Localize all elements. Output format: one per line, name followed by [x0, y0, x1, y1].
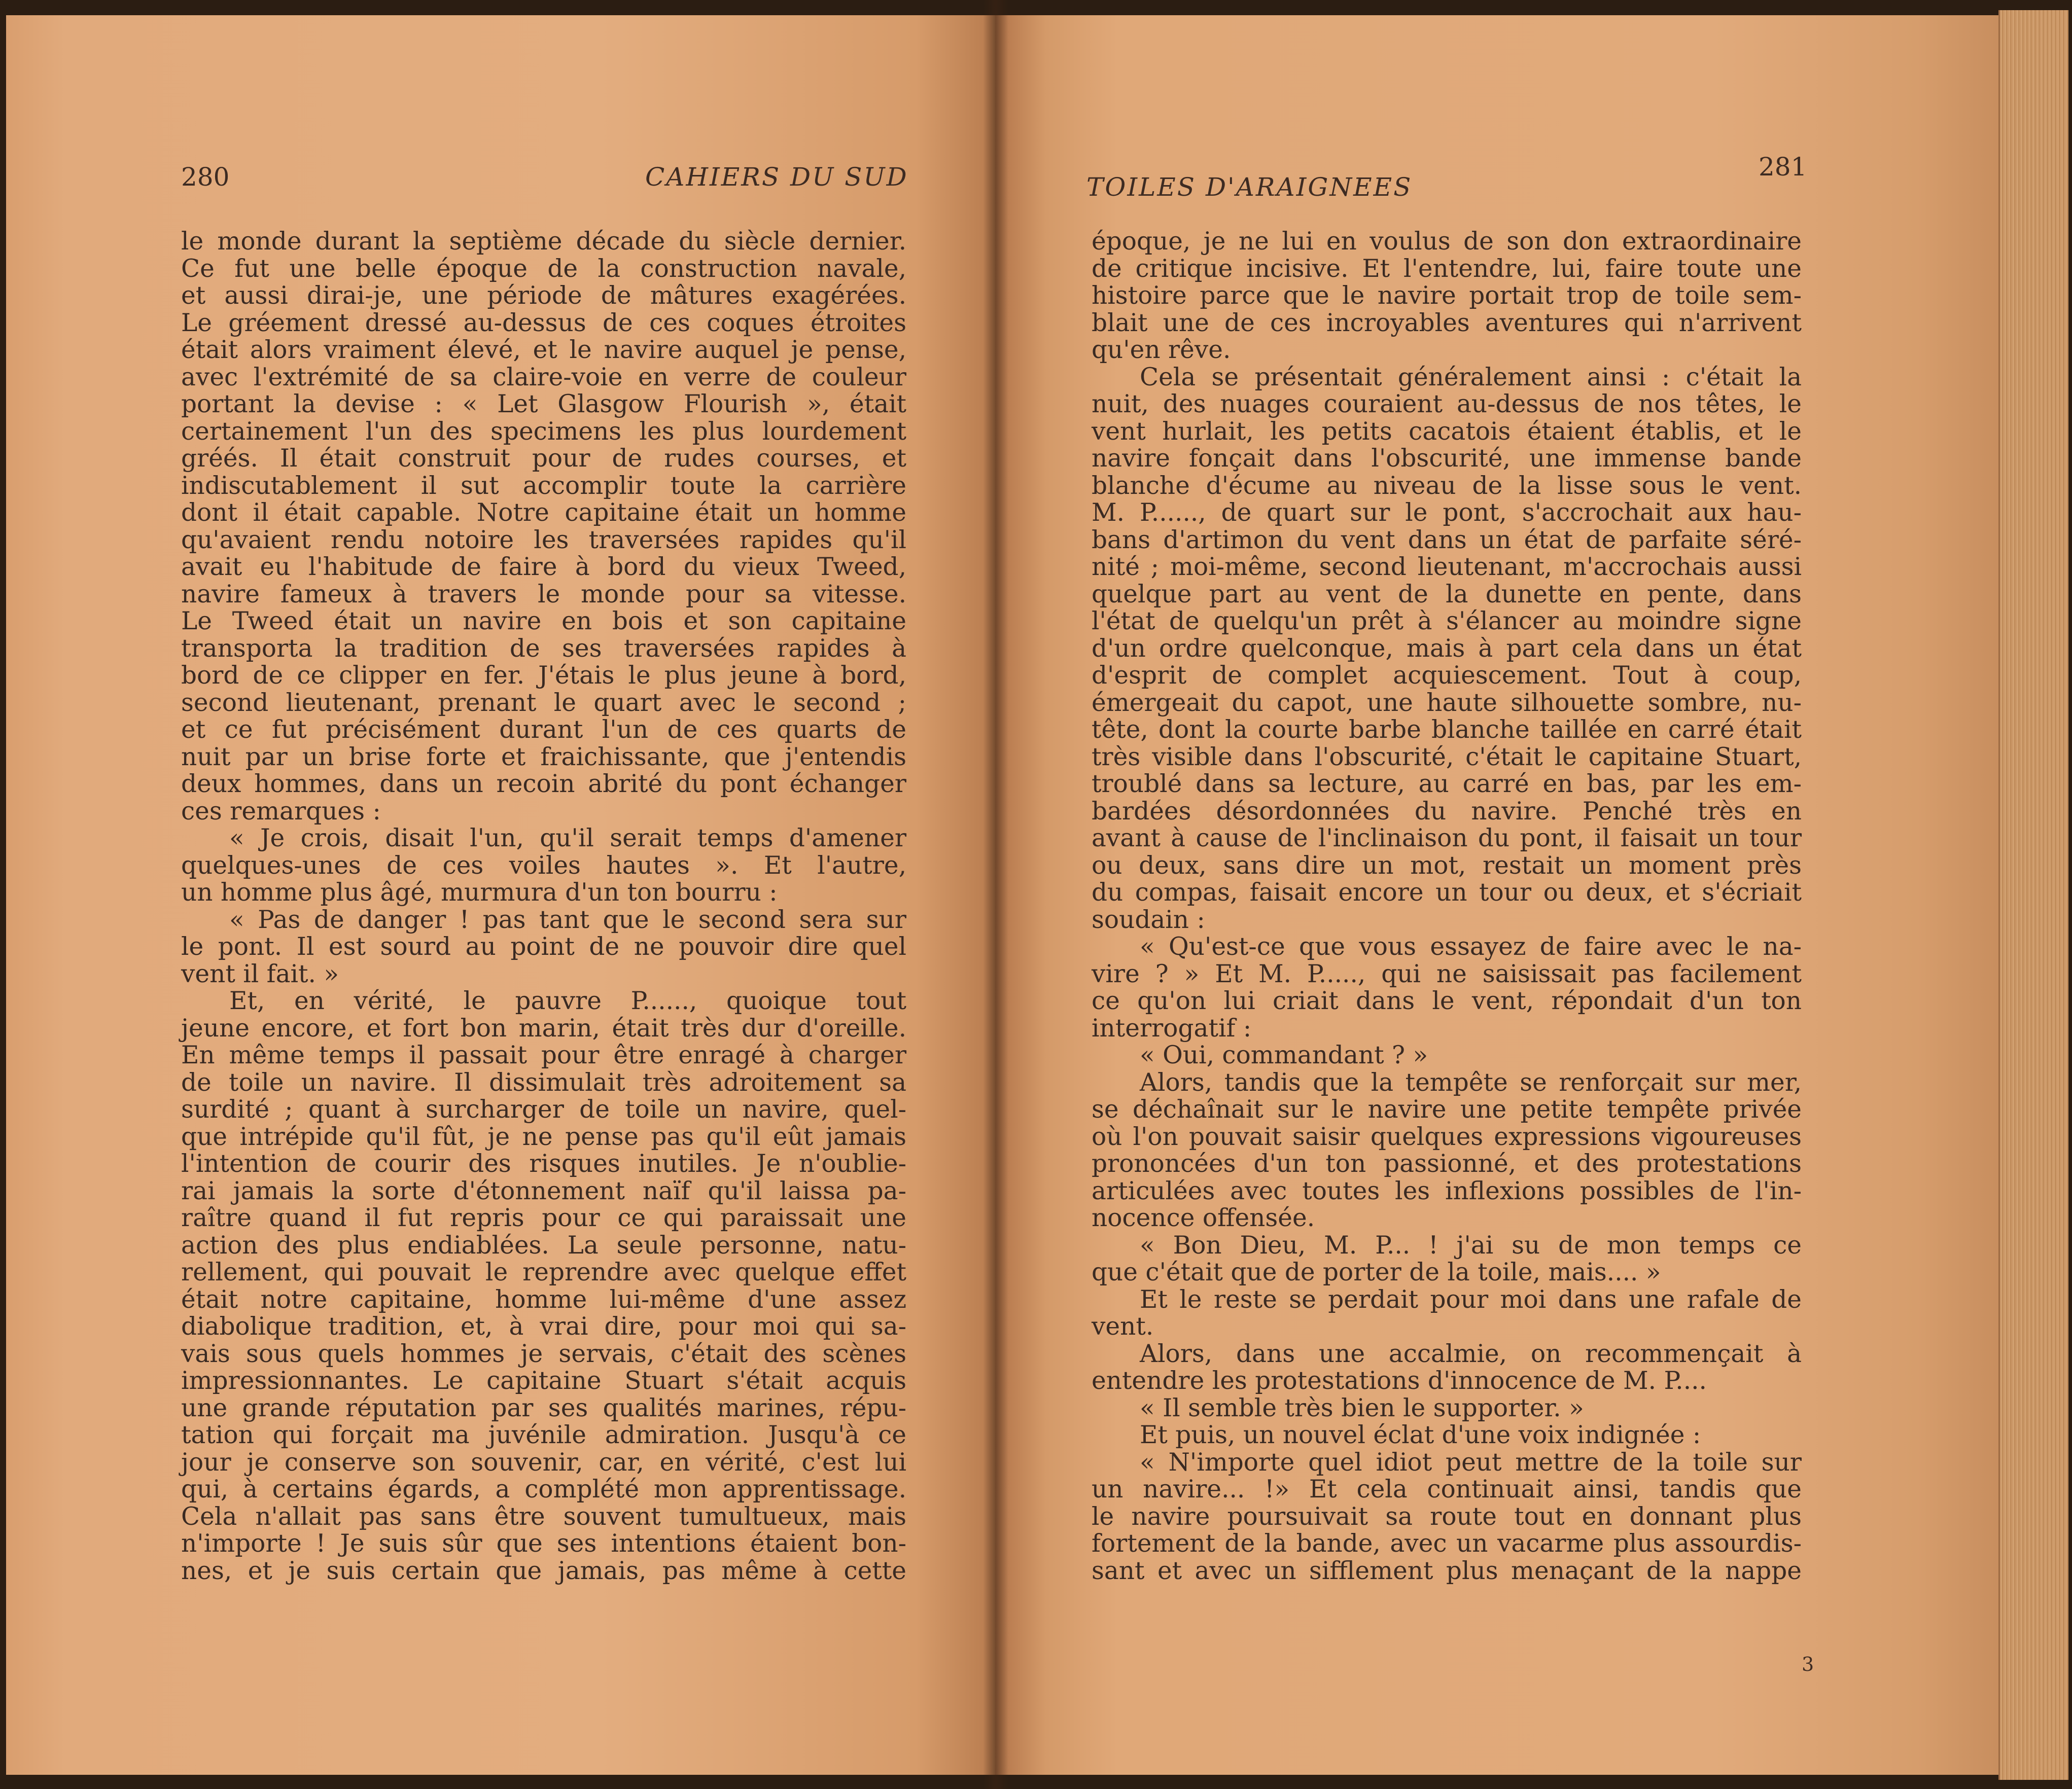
text-line: avec l'extrémité de sa claire-voie en verre de couleur	[181, 363, 906, 391]
text-line: l'intention de courir des risques inutiles. Je n'oublie-	[181, 1150, 906, 1178]
text-line: le monde durant la septième décade du siècle dernier.	[181, 227, 906, 256]
text-line: tête, dont la courte barbe blanche taillée en carré était	[1092, 715, 1802, 744]
text-line: rellement, qui pouvait le reprendre avec quelque effet	[181, 1258, 906, 1286]
right-page	[995, 15, 2020, 1775]
text-line: bans d'artimon du vent dans un état de parfaite séré-	[1092, 525, 1802, 554]
text-line: « Je crois, disait l'un, qu'il serait temps d'amener	[229, 824, 906, 852]
text-line: de toile un navire. Il dissimulait très adroitement sa	[181, 1068, 906, 1097]
text-line: bardées désordonnées du navire. Penché très en	[1092, 797, 1802, 826]
signature-mark: 3	[1802, 1653, 1814, 1675]
running-title: CAHIERS DU SUD	[645, 162, 908, 192]
text-line: articulées avec toutes les inflexions possibles de l'in-	[1092, 1176, 1802, 1205]
text-line: « Qu'est-ce que vous essayez de faire avec le na-	[1140, 933, 1802, 961]
text-line: tation qui forçait ma juvénile admiration. Jusqu'à ce	[181, 1421, 906, 1449]
text-line: que intrépide qu'il fût, je ne pense pas qu'il eût jamais	[181, 1122, 906, 1151]
text-line: époque, je ne lui en voulus de son don extraordinaire	[1092, 227, 1802, 256]
text-line: vent il fait. »	[181, 959, 339, 988]
text-line: Cela n'allait pas sans être souvent tumultueux, mais	[181, 1502, 906, 1531]
text-line: jour je conserve son souvenir, car, en vérité, c'est lui	[181, 1448, 906, 1477]
text-line: était notre capitaine, homme lui-même d'une assez	[181, 1285, 906, 1314]
text-line: portant la devise : « Let Glasgow Flourish », était	[181, 390, 906, 418]
text-line: prononcées d'un ton passionné, et des protestations	[1092, 1150, 1802, 1178]
text-line: était alors vraiment élevé, et le navire auquel je pense,	[181, 336, 906, 364]
book-gutter	[983, 0, 1008, 1789]
text-line: une grande réputation par ses qualités marines, répu-	[181, 1393, 906, 1422]
text-line: vais sous quels hommes je servais, c'était des scènes	[181, 1339, 906, 1368]
text-line: Et puis, un nouvel éclat d'une voix indignée :	[1140, 1421, 1701, 1449]
text-line: deux hommes, dans un recoin abrité du pont échanger	[181, 770, 906, 798]
text-line: histoire parce que le navire portait trop de toile sem-	[1092, 281, 1802, 310]
page-edges	[1998, 10, 2068, 1780]
text-line: quelque part au vent de la dunette en pente, dans	[1092, 580, 1802, 609]
text-line: diabolique tradition, et, à vrai dire, pour moi qui sa-	[181, 1312, 906, 1341]
text-line: avait eu l'habitude de faire à bord du vieux Tweed,	[181, 553, 906, 581]
text-line: Et, en vérité, le pauvre P......, quoique tout	[229, 987, 906, 1015]
text-line: jeune encore, et fort bon marin, était très dur d'oreille.	[181, 1014, 906, 1043]
text-line: Le gréement dressé au-dessus de ces coques étroites	[181, 308, 906, 337]
text-line: En même temps il passait pour être enragé à charger	[181, 1041, 906, 1069]
text-line: n'importe ! Je suis sûr que ses intentions étaient bon-	[181, 1529, 906, 1558]
text-line: du compas, faisait encore un tour ou deux, et s'écriait	[1092, 878, 1802, 907]
text-line: d'esprit de complet acquiescement. Tout à coup,	[1092, 661, 1802, 690]
text-line: nité ; moi-même, second lieutenant, m'accrochais aussi	[1092, 553, 1802, 581]
page-number: 281	[1759, 152, 1807, 182]
text-line: et ce fut précisément durant l'un de ces quarts de	[181, 715, 906, 744]
text-line: vent hurlait, les petits cacatois étaient établis, et le	[1092, 417, 1802, 446]
text-line: l'état de quelqu'un prêt à s'élancer au moindre signe	[1092, 607, 1802, 635]
text-line: navire fameux à travers le monde pour sa vitesse.	[181, 580, 906, 609]
text-line: navire fonçait dans l'obscurité, une immense bande	[1092, 444, 1802, 473]
text-line: Alors, tandis que la tempête se renforçait sur mer,	[1140, 1068, 1802, 1097]
text-line: dont il était capable. Notre capitaine était un homme	[181, 498, 906, 527]
text-line: avant à cause de l'inclinaison du pont, il faisait un tour	[1092, 824, 1802, 852]
text-line: « Bon Dieu, M. P... ! j'ai su de mon temps ce	[1140, 1231, 1802, 1260]
text-line: blait une de ces incroyables aventures qui n'arrivent	[1092, 308, 1802, 337]
text-line: vire ? » Et M. P....., qui ne saisissait pas facilement	[1092, 959, 1802, 988]
text-line: vent.	[1092, 1312, 1154, 1341]
text-line: sant et avec un sifflement plus menaçant de la nappe	[1092, 1556, 1802, 1585]
page-body	[1092, 228, 1802, 1585]
text-line: indiscutablement il sut accomplir toute la carrière	[181, 471, 906, 500]
text-line: « Il semble très bien le supporter. »	[1140, 1393, 1584, 1422]
text-line: Ce fut une belle époque de la construction navale,	[181, 254, 906, 283]
text-line: qu'avaient rendu notoire les traversées rapides qu'il	[181, 525, 906, 554]
text-line: quelques-unes de ces voiles hautes ». Et l'autre,	[181, 851, 906, 880]
text-line: troublé dans sa lecture, au carré en bas, par les em-	[1092, 770, 1802, 798]
text-line: M. P......, de quart sur le pont, s'accrochait aux hau-	[1092, 498, 1802, 527]
text-line: certainement l'un des specimens les plus lourdement	[181, 417, 906, 446]
text-line: second lieutenant, prenant le quart avec le second ;	[181, 688, 906, 717]
text-line: nuit, des nuages couraient au-dessus de nos têtes, le	[1092, 390, 1802, 418]
text-line: Le Tweed était un navire en bois et son capitaine	[181, 607, 906, 635]
text-line: nocence offensée.	[1092, 1204, 1315, 1232]
text-line: rai jamais la sorte d'étonnement naïf qu'il laissa pa-	[181, 1176, 906, 1205]
text-line: « N'importe quel idiot peut mettre de la toile sur	[1140, 1448, 1802, 1477]
text-line: de critique incisive. Et l'entendre, lui, faire toute une	[1092, 254, 1802, 283]
text-line: bord de ce clipper en fer. J'étais le plus jeune à bord,	[181, 661, 906, 690]
text-line: émergeait du capot, une haute silhouette sombre, nu-	[1092, 688, 1802, 717]
text-line: qui, à certains égards, a complété mon apprentissage.	[181, 1475, 906, 1504]
page-body	[181, 228, 906, 1585]
text-line: se déchaînait sur le navire une petite tempête privée	[1092, 1095, 1802, 1124]
text-line: soudain :	[1092, 905, 1205, 934]
text-line: impressionnantes. Le capitaine Stuart s'était acquis	[181, 1367, 906, 1395]
text-line: nes, et je suis certain que jamais, pas même à cette	[181, 1556, 906, 1585]
text-line: blanche d'écume au niveau de la lisse sous le vent.	[1092, 471, 1802, 500]
left-page	[6, 15, 995, 1775]
text-line: interrogatif :	[1092, 1014, 1252, 1043]
text-line: Cela se présentait généralement ainsi : c'était la	[1140, 363, 1802, 391]
text-line: ces remarques :	[181, 797, 381, 826]
text-line: qu'en rêve.	[1092, 336, 1231, 364]
text-line: le navire poursuivait sa route tout en donnant plus	[1092, 1502, 1802, 1531]
text-line: « Oui, commandant ? »	[1140, 1041, 1428, 1069]
text-line: ce qu'on lui criait dans le vent, répondait d'un ton	[1092, 987, 1802, 1015]
text-line: Et le reste se perdait pour moi dans une rafale de	[1140, 1285, 1802, 1314]
text-line: action des plus endiablées. La seule personne, natu-	[181, 1231, 906, 1260]
text-line: entendre les protestations d'innocence de M. P....	[1092, 1367, 1707, 1395]
text-line: d'un ordre quelconque, mais à part cela dans un état	[1092, 634, 1802, 663]
text-line: transporta la tradition de ses traversées rapides à	[181, 634, 906, 663]
text-line: raître quand il fut repris pour ce qui paraissait une	[181, 1204, 906, 1232]
text-line: un navire... !» Et cela continuait ainsi, tandis que	[1092, 1475, 1802, 1504]
text-line: très visible dans l'obscurité, c'était le capitaine Stuart,	[1092, 742, 1802, 771]
text-line: Alors, dans une accalmie, on recommençait à	[1140, 1339, 1802, 1368]
text-line: le pont. Il est sourd au point de ne pouvoir dire quel	[181, 933, 906, 961]
text-line: et aussi dirai-je, une période de mâtures exagérées.	[181, 281, 906, 310]
page-number: 280	[181, 162, 230, 192]
text-line: un homme plus âgé, murmura d'un ton bourru :	[181, 878, 778, 907]
text-line: fortement de la bande, avec un vacarme plus assourdis-	[1092, 1529, 1802, 1558]
text-line: surdité ; quant à surcharger de toile un navire, quel-	[181, 1095, 906, 1124]
text-line: où l'on pouvait saisir quelques expressions vigoureuses	[1092, 1122, 1802, 1151]
text-line: ou deux, sans dire un mot, restait un moment près	[1092, 851, 1802, 880]
running-title: TOILES D'ARAIGNEES	[1086, 172, 1413, 202]
text-line: que c'était que de porter de la toile, mais.... »	[1092, 1258, 1661, 1286]
text-line: gréés. Il était construit pour de rudes courses, et	[181, 444, 906, 473]
text-line: nuit par un brise forte et fraichissante, que j'entendis	[181, 742, 906, 771]
text-line: « Pas de danger ! pas tant que le second sera sur	[229, 905, 906, 934]
